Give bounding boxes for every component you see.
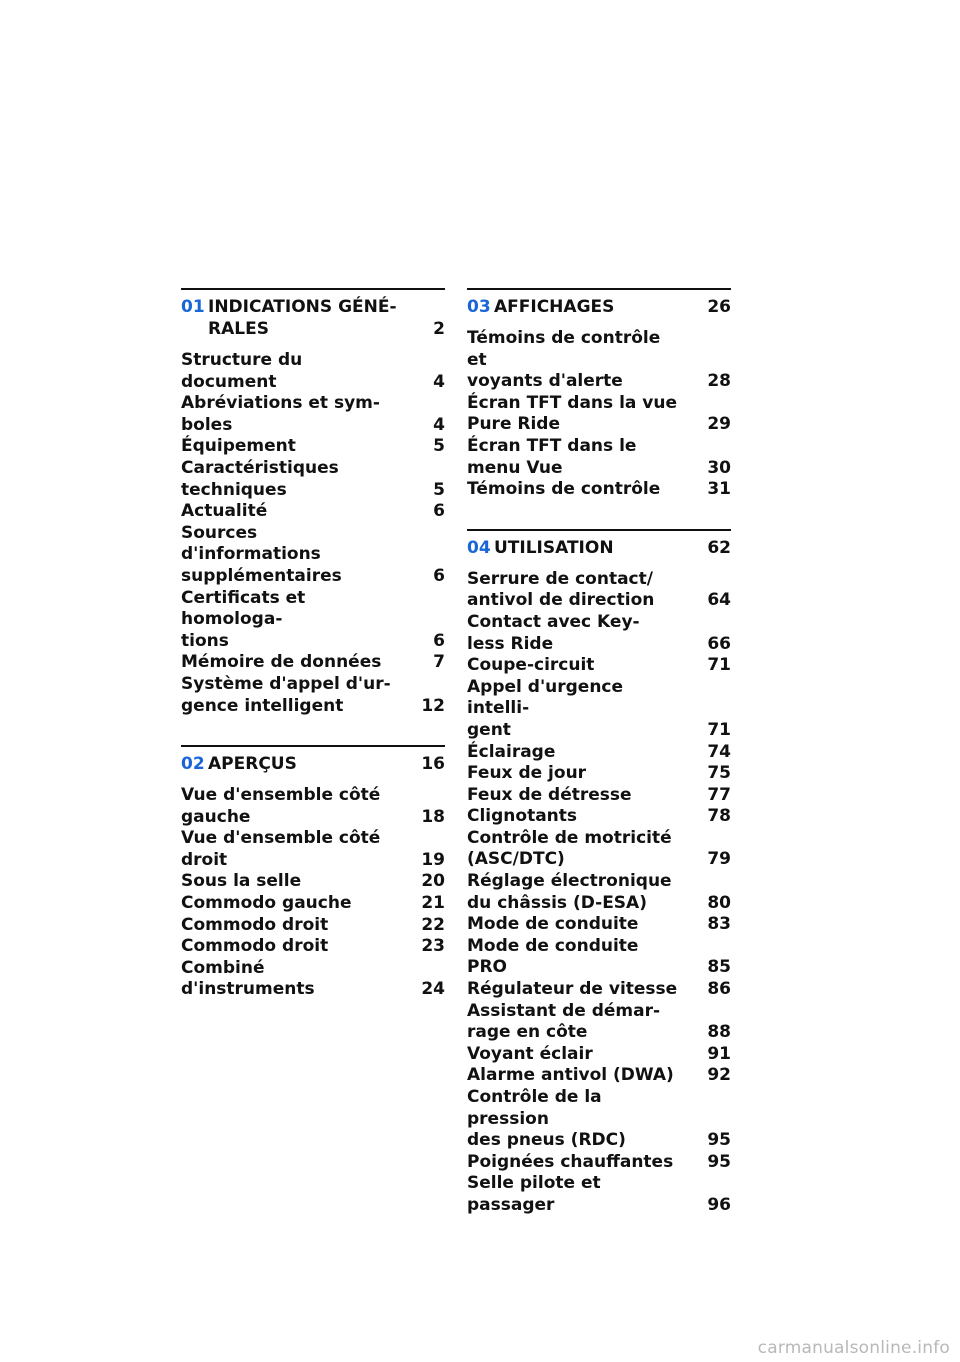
- toc-entry[interactable]: [181, 350, 445, 393]
- toc-entry-title: Réglage électronique du châssis (D-ESA): [467, 871, 672, 913]
- toc-entry[interactable]: [467, 785, 731, 807]
- toc-entry[interactable]: [467, 655, 731, 677]
- toc-entry-title: Commodo droit: [181, 914, 329, 935]
- toc-entry-page: 77: [707, 784, 731, 805]
- toc-entry-page: 66: [707, 633, 731, 654]
- toc-entry[interactable]: [181, 393, 445, 436]
- section-heading[interactable]: [467, 288, 731, 318]
- toc-entry-page: 5: [433, 479, 445, 500]
- toc-entry-title: Assistant de démar- rage en côte: [467, 1000, 661, 1043]
- toc-entry[interactable]: [467, 806, 731, 828]
- toc-entry-page: 7: [433, 652, 445, 673]
- toc-entry-page: 24: [421, 979, 445, 1000]
- toc-entry-title: Feux de jour: [467, 763, 587, 784]
- toc-entry[interactable]: [467, 979, 731, 1001]
- toc-entry-title: Équipement: [181, 436, 296, 457]
- toc-entry[interactable]: [467, 1001, 731, 1044]
- toc-entry[interactable]: [467, 1087, 731, 1152]
- toc-entry-title: Actualité: [181, 501, 268, 522]
- toc-entry-list: [467, 328, 731, 501]
- section-title: APERÇUS: [208, 754, 297, 775]
- toc-column-right: [467, 288, 731, 1217]
- toc-entry-title: Abréviations et sym- boles: [181, 393, 380, 435]
- watermark: carmanualsonline.info: [757, 1338, 950, 1358]
- toc-entry[interactable]: [181, 785, 445, 828]
- toc-entry[interactable]: [467, 1152, 731, 1174]
- toc-entry-page: 29: [707, 414, 731, 435]
- toc-entry-title: Sources d'informations supplémentaires: [181, 522, 342, 586]
- toc-entry-page: 4: [433, 371, 445, 392]
- toc-entry-page: 71: [707, 719, 731, 740]
- toc-entry-title: Certificats et homologa- tions: [181, 587, 306, 651]
- section-heading[interactable]: [181, 745, 445, 775]
- toc-entry-title: Mémoire de données: [181, 652, 382, 673]
- toc-entry[interactable]: [181, 958, 445, 1001]
- toc-entry[interactable]: [181, 828, 445, 871]
- toc-section: [181, 288, 445, 745]
- toc-entry-page: 5: [433, 436, 445, 457]
- toc-entry[interactable]: [467, 828, 731, 871]
- toc-entry[interactable]: [467, 1173, 731, 1216]
- toc-entry-page: 71: [707, 655, 731, 676]
- section-heading[interactable]: [467, 529, 731, 559]
- toc-entry[interactable]: [181, 523, 445, 588]
- toc-entry-title: Contrôle de la pression des pneus (RDC): [467, 1087, 626, 1151]
- section-title: AFFICHAGES: [494, 297, 615, 317]
- toc-entry-title: Mode de conduite: [467, 914, 639, 935]
- toc-entry[interactable]: [467, 763, 731, 785]
- toc-entry-title: Éclairage: [467, 741, 556, 762]
- toc-entry-title: Vue d'ensemble côté droit: [181, 828, 381, 870]
- toc-entry[interactable]: [467, 612, 731, 655]
- toc-entry-page: 79: [707, 849, 731, 870]
- toc-entry-page: 95: [707, 1130, 731, 1151]
- toc-entry-title: Selle pilote et passager: [467, 1173, 601, 1215]
- toc-section: [181, 745, 445, 1001]
- toc-entry-page: 80: [707, 892, 731, 913]
- toc-column-left: [181, 288, 445, 1001]
- toc-entry-page: 78: [707, 806, 731, 827]
- toc-entry-page: 30: [707, 457, 731, 478]
- toc-entry-title: Voyant éclair: [467, 1043, 593, 1064]
- toc-entry-page: 21: [421, 893, 445, 914]
- section-number: 04: [467, 537, 491, 558]
- toc-entry-page: 18: [421, 806, 445, 827]
- toc-entry-title: Alarme antivol (DWA): [467, 1065, 674, 1086]
- toc-entry[interactable]: [181, 674, 445, 717]
- toc-entry[interactable]: [467, 393, 731, 436]
- section-title: INDICATIONS GÉNÉ- RALES: [208, 297, 397, 339]
- toc-entry-page: 95: [707, 1151, 731, 1172]
- toc-entry[interactable]: [181, 501, 445, 523]
- toc-entry-title: Vue d'ensemble côté gauche: [181, 785, 381, 827]
- toc-entry[interactable]: [181, 652, 445, 674]
- toc-entry-page: 31: [707, 479, 731, 500]
- toc-entry[interactable]: [467, 328, 731, 393]
- toc-entry-page: 91: [707, 1043, 731, 1064]
- toc-entry-title: Feux de détresse: [467, 784, 632, 805]
- toc-entry-title: Structure du document: [181, 350, 303, 392]
- toc-entry-title: Commodo gauche: [181, 893, 352, 914]
- toc-entry-title: Contrôle de motricité (ASC/DTC): [467, 827, 672, 870]
- toc-section: [467, 529, 731, 1217]
- toc-entry-page: 19: [421, 849, 445, 870]
- toc-entry-page: 92: [707, 1065, 731, 1086]
- toc-entry-title: Mode de conduite PRO: [467, 935, 639, 978]
- toc-entry-title: Sous la selle: [181, 871, 302, 892]
- toc-entry[interactable]: [467, 677, 731, 742]
- toc-entry-list: [181, 785, 445, 1001]
- toc-entry-page: 86: [707, 979, 731, 1000]
- toc-entry[interactable]: [467, 1065, 731, 1087]
- toc-entry-title: Appel d'urgence intelli- gent: [467, 676, 624, 740]
- toc-entry[interactable]: [181, 915, 445, 937]
- toc-entry[interactable]: [181, 588, 445, 653]
- toc-entry-title: Témoins de contrôle et voyants d'alerte: [467, 328, 661, 392]
- toc-entry-page: 20: [421, 871, 445, 892]
- section-number: 03: [467, 297, 491, 317]
- toc-entry-page: 83: [707, 914, 731, 935]
- section-page-number: 62: [707, 537, 731, 558]
- toc-entry-page: 6: [433, 565, 445, 586]
- section-page-number: 2: [433, 319, 445, 339]
- toc-entry-title: Écran TFT dans le menu Vue: [467, 435, 637, 478]
- toc-entry[interactable]: [467, 1044, 731, 1066]
- toc-entry[interactable]: [467, 936, 731, 979]
- toc-entry-page: 75: [707, 763, 731, 784]
- toc-entry-page: 85: [707, 957, 731, 978]
- section-spacer: [467, 501, 731, 529]
- toc-entry-page: 23: [421, 936, 445, 957]
- section-heading[interactable]: [181, 288, 445, 340]
- toc-entry-title: Système d'appel d'ur- gence intelligent: [181, 673, 391, 716]
- toc-entry-page: 12: [421, 695, 445, 716]
- toc-entry-title: Contact avec Key- less Ride: [467, 611, 640, 654]
- toc-entry-title: Serrure de contact/ antivol de direction: [467, 568, 655, 611]
- section-title: UTILISATION: [494, 537, 614, 558]
- toc-entry-title: Clignotants: [467, 806, 578, 827]
- toc-entry[interactable]: [467, 436, 731, 479]
- toc-entry[interactable]: [467, 479, 731, 501]
- section-page-number: 16: [421, 754, 445, 775]
- toc-entry-title: Poignées chauffantes: [467, 1151, 674, 1172]
- section-number: 02: [181, 754, 205, 775]
- toc-entry-page: 6: [433, 630, 445, 651]
- toc-entry[interactable]: [181, 458, 445, 501]
- section-spacer: [181, 717, 445, 745]
- toc-entry[interactable]: [467, 871, 731, 914]
- toc-entry-title: Commodo droit: [181, 936, 329, 957]
- toc-entry-page: 64: [707, 590, 731, 611]
- toc-entry[interactable]: [181, 936, 445, 958]
- toc-entry-title: Caractéristiques techniques: [181, 457, 339, 500]
- toc-entry-title: Écran TFT dans la vue Pure Ride: [467, 392, 678, 435]
- toc-section: [467, 288, 731, 529]
- toc-entry-title: Régulateur de vitesse: [467, 979, 678, 1000]
- toc-entry-page: 28: [707, 371, 731, 392]
- toc-entry-list: [181, 350, 445, 717]
- toc-entry-page: 4: [433, 414, 445, 435]
- toc-entry-page: 22: [421, 914, 445, 935]
- toc-entry-title: Coupe-circuit: [467, 655, 595, 676]
- toc-entry-title: Combiné d'instruments: [181, 957, 315, 1000]
- section-number: 01: [181, 297, 205, 317]
- toc-entry[interactable]: [181, 871, 445, 893]
- toc-entry[interactable]: [467, 742, 731, 764]
- toc-entry[interactable]: [467, 914, 731, 936]
- toc-entry-page: 88: [707, 1022, 731, 1043]
- toc-entry[interactable]: [181, 893, 445, 915]
- toc-entry-title: Témoins de contrôle: [467, 479, 661, 500]
- toc-entry-list: [467, 569, 731, 1217]
- section-page-number: 26: [707, 297, 731, 317]
- toc-entry[interactable]: [467, 569, 731, 612]
- toc-entry-page: 74: [707, 741, 731, 762]
- toc-entry-page: 6: [433, 501, 445, 522]
- toc-entry[interactable]: [181, 436, 445, 458]
- toc-entry-page: 96: [707, 1194, 731, 1215]
